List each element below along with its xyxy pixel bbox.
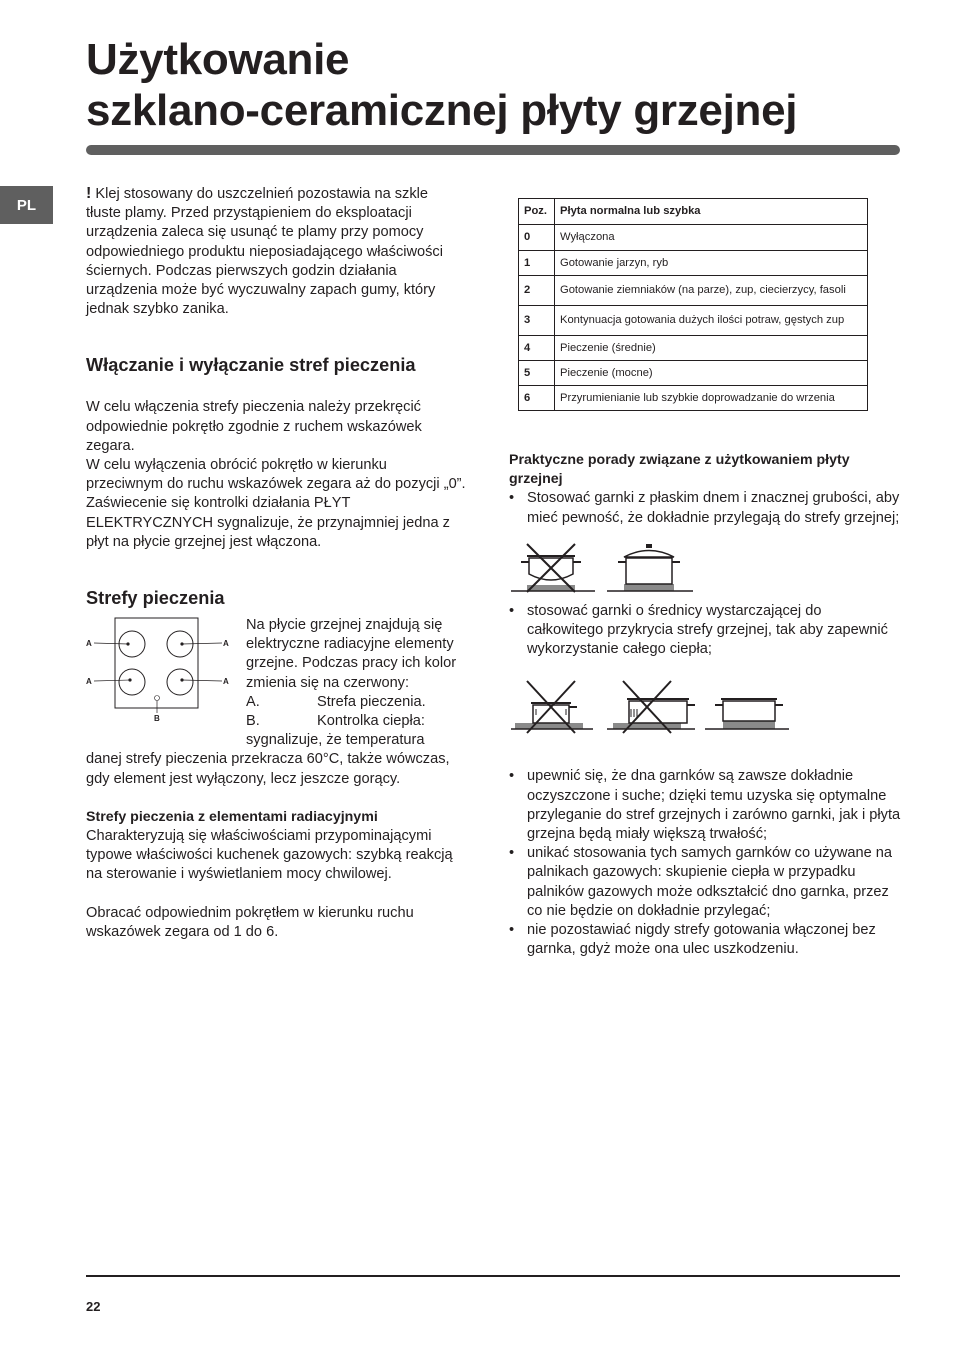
pot-illustration-1 [509,540,901,602]
table-cell-desc: Wyłączona [555,225,868,251]
table-header-pos: Poz. [519,199,555,225]
zones-tail-line: sygnalizuje, że temperatura [246,732,425,749]
tips-list-1 [509,489,901,527]
table-cell-desc: Gotowanie jarzyn, ryb [555,251,868,276]
zones-block [86,616,466,789]
table-cell-desc: Gotowanie ziemniaków (na parze), zup, ciecierzycy, fasoli [555,276,868,306]
zones-item-a-text: Strefa pieczenia. [317,693,426,710]
table-row [519,306,868,336]
tips-list-2 [509,602,901,660]
table-cell-desc: Przyrumienianie lub szybkie doprowadzanie do wrzenia [555,386,868,411]
pot-flatness-svg [509,540,709,602]
intro-paragraph [86,184,466,319]
warning-mark: ! [86,185,92,202]
zones-item-b-text: Kontrolka ciepła: [317,713,425,730]
title-rule [86,145,900,155]
hob-label-a-4: A [223,677,229,687]
tip-pot-diameter: • stosować garnki o średnicy wystarczającej do całkowitego przykrycia strefy grzejnej, tak aby zapewnić wykorzystanie całego ciepła; [509,602,901,660]
zone-bottom-right [167,669,193,695]
radiant-p2: Obracać odpowiednim pokrętłem w kierunku ruchu wskazówek zegara od 1 do 6. [86,904,414,940]
footer-rule [86,1275,900,1277]
flat-pot-icon [607,544,693,591]
pot-diameter-svg [509,679,809,739]
table-cell-pos: 1 [519,251,555,276]
title-line-2: szklano-ceramicznej płyty grzejnej [86,86,798,135]
switching-heading: Włączanie i wyłączanie stref pieczenia [86,355,416,376]
table-header-desc: Płyta normalna lub szybka [555,199,868,225]
radiant-p1: Charakteryzują się właściwościami przypominającymi typowe właściwości kuchenek gazowych: szybką reakcją na sterowanie i wyświetlaniem mocy chwilowej. [86,828,453,883]
table-row [519,336,868,361]
hob-label-a-3: A [86,677,92,687]
switching-p1: W celu włączenia strefy pieczenia należy przekręcić odpowiednie pokrętło zgodnie z ruchem wskazówek zegara. [86,399,422,454]
tip-clean-dry: • upewnić się, że dna garnków są zawsze dokładnie oczyszczone i suche; dzięki temu uzyska się optymalne przyleganie do stref grzejnych i zarówno garnki, jak i płyta grzejna będą miały większą trwałość; [509,767,901,844]
zones-item-a [246,693,466,712]
tip-gas-pots: • unikać stosowania tych samych garnków co używane na palnikach gazowych: skupienie ciepła w przypadku palników gazowych może odkształcić dno garnka, przez co nie będzie on dokładnie przylegać; [509,844,901,921]
zones-side-text [246,616,466,750]
zones-item-b-key: B. [246,713,260,730]
tip-no-empty-zone: • nie pozostawiać nigdy strefy gotowania włączonej bez garnka, gdyż może ona ulec uszkodzeniu. [509,921,901,959]
table-cell-pos: 5 [519,361,555,386]
page-title [86,34,906,136]
hob-label-a-2: A [223,639,229,649]
title-line-1: Użytkowanie [86,35,350,84]
zones-item-b [246,712,466,731]
table-cell-desc: Pieczenie (średnie) [555,336,868,361]
hob-label-b: B [154,714,160,724]
zones-heading: Strefy pieczenia [86,588,225,609]
zone-bottom-left [119,669,145,695]
small-pot-icon [511,681,593,733]
table-cell-pos: 0 [519,225,555,251]
oversized-pot-icon [607,681,695,733]
correct-size-pot-icon [705,699,789,729]
tip-flat-bottom: • Stosować garnki z płaskim dnem i znacznej grubości, aby mieć pewność, że dokładnie przylegają do strefy grzejnej; [509,489,901,527]
table-row [519,276,868,306]
table-row [519,251,868,276]
table-row [519,386,868,411]
tips-heading: Praktyczne porady związane z użytkowaniem płyty grzejnej [509,452,850,488]
intro-text: Klej stosowany do uszczelnień pozostawia na szkle tłuste plamy. Przed przystąpieniem do eksploatacji urządzenia zaleca się usunąć te plamy przy pomocy odpowiedniego produktu nieposiadającego właściwości ściernych. Podczas pierwszych godzin działania urządzenia może być wyczuwalny zapach gumy, który jednak szybko zanika. [86,186,443,318]
language-tab: PL [0,186,53,224]
hob-label-a-1: A [86,639,92,649]
heat-indicator [155,696,160,701]
table-cell-pos: 3 [519,306,555,336]
left-column [86,184,466,942]
switching-p3: Zaświecenie się kontrolki działania PŁYT ELEKTRYCZNYCH sygnalizuje, że przynajmniej jedna z płyt na płycie grzejnej jest włączona. [86,495,450,550]
radiant-heading: Strefy pieczenia z elementami radiacyjnymi [86,808,378,825]
pot-illustration-2 [509,679,901,749]
table-header-row [519,199,868,225]
table-row [519,361,868,386]
table-cell-desc: Pieczenie (mocne) [555,361,868,386]
power-level-table [518,198,868,411]
right-column [509,184,901,959]
warped-pot-icon [511,556,595,591]
table-cell-pos: 6 [519,386,555,411]
zones-intro: Na płycie grzejnej znajdują się elektryczne radiacyjne elementy grzejne. Podczas pracy ich kolor zmienia się na czerwony: [246,617,457,691]
table-row [519,225,868,251]
hob-diagram-svg [86,616,241,736]
table-cell-pos: 2 [519,276,555,306]
zones-tail-rest: danej strefy pieczenia przekracza 60°C, także wówczas, gdy element jest wyłączony, lecz jeszcze gorący. [86,751,450,787]
zones-item-a-key: A. [246,693,260,710]
tips-list-3 [509,767,901,959]
table-cell-desc: Kontynuacja gotowania dużych ilości potraw, gęstych zup [555,306,868,336]
hob-diagram [86,616,241,736]
switching-p2: W celu wyłączenia obrócić pokrętło w kierunku przeciwnym do ruchu wskazówek zegara aż do pozycji „0”. [86,457,466,493]
table-cell-pos: 4 [519,336,555,361]
page-number: 22 [86,1299,101,1314]
